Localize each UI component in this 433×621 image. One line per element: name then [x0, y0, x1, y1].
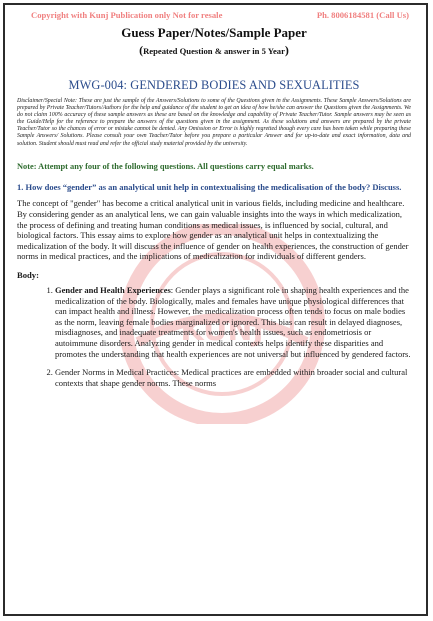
body-label: Body — [17, 270, 37, 281]
intro-paragraph: The concept of "gender" has become a critical analytical unit in various fields, including medicine and healthcare. By considering gender as an analytical lens, we can gain valuable insights into the ways in which medicalization, the process of defining and treating human conditions as medical issues, is influenced by social, cultural, and biological factors. This essay aims to explore how gender as an analytical unit helps in contextualizing the medicalization of the body. It will discuss the influence of gender on health experiences, the construction of gender norms in medical practices, and the implications of medicalization for individuals of different genders. — [17, 198, 409, 262]
instructions-note: Note: Attempt any four of the following questions. All questions carry equal marks. — [17, 161, 314, 171]
point-heading: Gender and Health Experiences — [55, 285, 171, 296]
point-text: : Gender plays a significant role in shaping health experiences and the medicalization of the body. Biologically, males and females have unique physiological differences that can impact health and illness. However, the medicalization process often tends to focus on male bodies as the norm, leaving female bodies marginalized or ignored. This bias can result in delayed diagnoses, misdiagnoses, and inadequate treatments for women's health issues, such as endometriosis or autoimmune disorders. Analyzing gender in medical contexts helps identify these disparities and promotes the understanding that health experiences are not universal but influenced by gendered factors. — [55, 285, 411, 359]
svg-text:KUNJ: KUNJ — [180, 313, 264, 348]
subtitle-text: Repeated Question & answer in 5 Year — [143, 46, 285, 56]
point-text: Gender Norms in Medical Practices: Medical practices are embedded within broader social and cultural contexts that shape gender norms. These norms — [55, 367, 408, 388]
copyright-banner — [9, 4, 419, 20]
document-page — [9, 4, 419, 396]
list-item — [55, 367, 411, 388]
course-title: MWG-004: GENDERED BODIES AND SEXUALITIES — [68, 78, 360, 92]
body-heading — [17, 270, 411, 280]
copyright-text: Copyright with Kunj Publication only Not for resale — [31, 10, 223, 20]
subtitle-open-paren: ( — [139, 43, 144, 57]
subtitle-close-paren: ) — [284, 43, 289, 57]
answer-points-list — [17, 285, 411, 388]
phone-text: Ph. 8006184581 (Call Us) — [316, 10, 409, 20]
document-title: Guess Paper/Notes/Sample Paper — [121, 25, 307, 40]
list-item — [55, 285, 411, 359]
question-heading: 1. How does “gender” as an analytical unit help in contextualising the medicalisation of the body? Discuss. — [17, 182, 402, 193]
disclaimer-note: Disclaimer/Special Note: These are just the sample of the Answers/Solutions to some of the Questions given in the Assignments. These Sample Answers/Solutions are prepared by Private Teacher/Tutors/Authors for the help and guidance of the student to get an idea of how he/she can answer the Questions given the Assignments. We do not claim 100% accuracy of these sample answers as these are based on the knowledge and capability of Private Teacher/Tutor. Sample answers may be seen as the Guide/Help for the reference to prepare the answers of the questions given in the assignment. As these solutions and answers are prepared by the private Teacher/Tutor so the chances of error or mistake cannot be denied. Any Omission or Error is highly regretted though every care has been taken while preparing these Sample Answers/ Solutions. Please consult your own Teacher/Tutor before you prepare a particular Answer and for up-to-date and exact information, data and solution. Student should must read and refer the official study material provided by the university. — [17, 98, 411, 147]
body-colon: : — [36, 270, 39, 281]
document-subtitle — [9, 43, 419, 58]
